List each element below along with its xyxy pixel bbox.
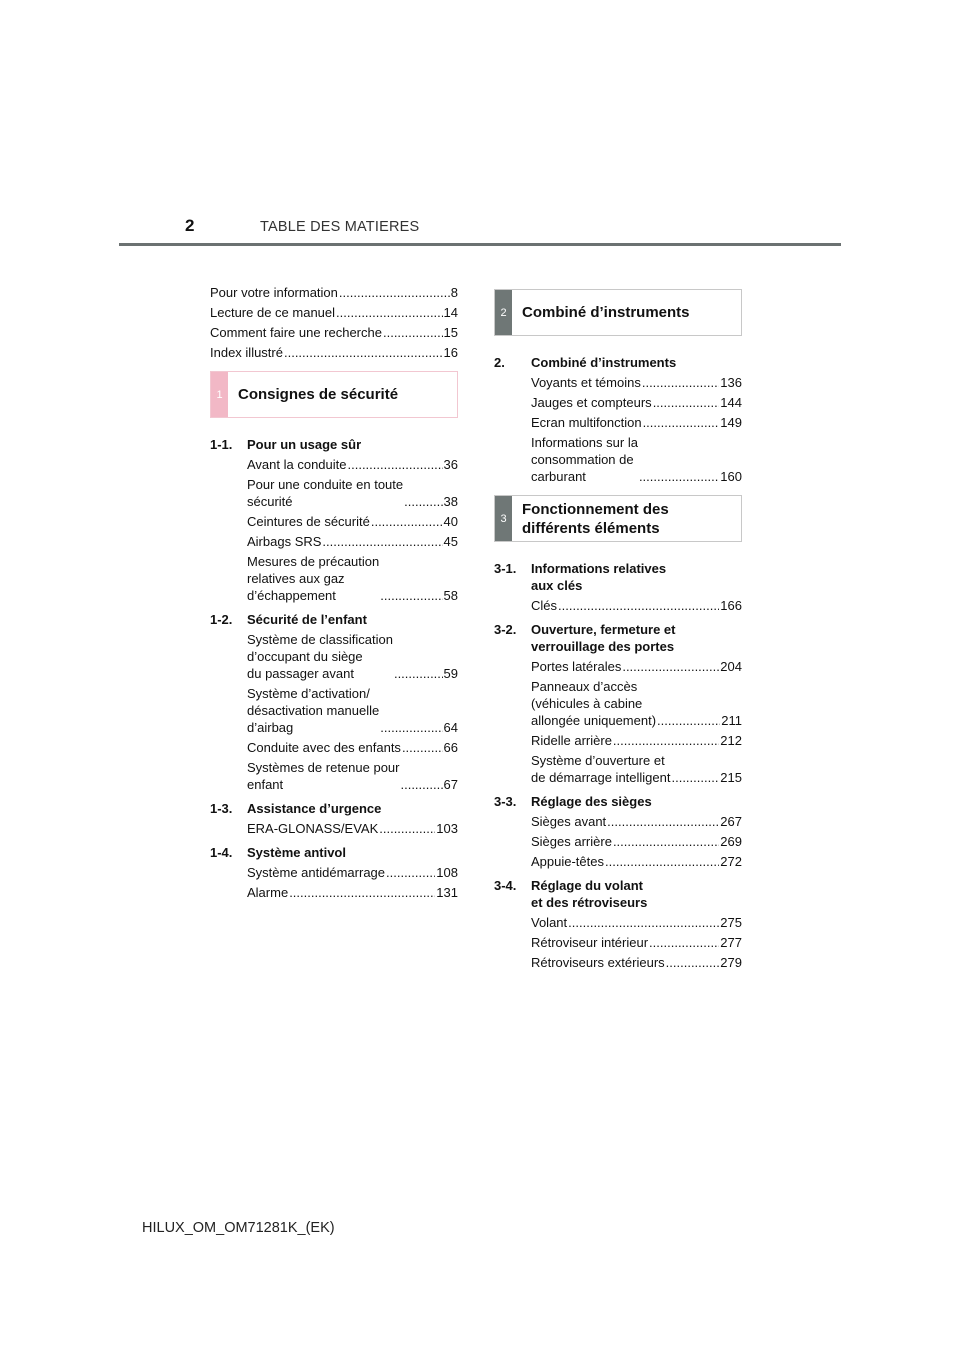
section-heading[interactable] <box>494 621 742 655</box>
section-number: 1-3. <box>210 801 233 816</box>
entry-label: Jauges et compteurs <box>531 395 652 410</box>
entry-page: 215 <box>720 770 742 785</box>
dot-leader <box>386 864 435 881</box>
entry-label: Ceintures de sécurité <box>247 514 370 529</box>
entry-label: Pour votre information <box>210 285 338 300</box>
entry-label: Sièges arrière <box>531 834 612 849</box>
entry-label: Voyants et témoins <box>531 375 641 390</box>
entry-label: Mesures de précaution relatives aux gaz d’échappement <box>247 554 380 603</box>
section-heading[interactable] <box>494 877 742 911</box>
toc-entry[interactable] <box>494 813 742 830</box>
toc-entry[interactable] <box>210 685 458 736</box>
left-column <box>210 284 458 904</box>
entry-label: Systèmes de retenue pour enfant <box>247 760 400 792</box>
dot-leader <box>336 304 443 321</box>
toc-entry[interactable] <box>494 394 742 411</box>
section-title: Assistance d’urgence <box>247 801 382 816</box>
section-title: Réglage du volant et des rétroviseurs <box>531 878 648 910</box>
section-title: Sécurité de l’enfant <box>247 612 367 627</box>
toc-entry[interactable] <box>494 752 742 786</box>
section-heading[interactable] <box>494 793 742 810</box>
dot-leader <box>348 456 443 473</box>
section-title: Combiné d’instruments <box>531 355 677 370</box>
dot-leader <box>657 712 720 729</box>
entry-page: 40 <box>443 514 458 529</box>
entry-page: 108 <box>436 865 458 880</box>
chapter-heading-box[interactable] <box>494 289 742 336</box>
section-number: 1-1. <box>210 437 233 452</box>
entry-label: Lecture de ce manuel <box>210 305 336 320</box>
entry-label: Conduite avec des enfants <box>247 740 401 755</box>
entry-page: 15 <box>443 325 458 340</box>
entry-page: 66 <box>443 740 458 755</box>
chapter-heading-box[interactable] <box>494 495 742 542</box>
document-code: HILUX_OM_OM71281K_(EK) <box>142 1220 335 1236</box>
section-heading[interactable] <box>494 560 742 594</box>
chapter-tab: 1 <box>211 372 228 417</box>
chapter-tab: 2 <box>495 290 512 335</box>
section-number: 3-4. <box>494 878 517 893</box>
toc-entry[interactable] <box>494 414 742 431</box>
entry-label: Portes latérales <box>531 659 622 674</box>
toc-entry[interactable] <box>494 954 742 971</box>
toc-entry[interactable] <box>494 914 742 931</box>
entry-page: 36 <box>443 457 458 472</box>
toc-entry[interactable] <box>210 739 458 756</box>
dot-leader <box>371 513 443 530</box>
entry-page: 38 <box>443 494 458 509</box>
toc-entry[interactable] <box>210 759 458 793</box>
toc-entry[interactable] <box>210 344 458 361</box>
entry-label: Alarme <box>247 885 289 900</box>
dot-leader <box>380 719 442 736</box>
section-heading[interactable] <box>210 844 458 861</box>
chapter-title: Consignes de sécurité <box>238 386 399 403</box>
entry-page: 149 <box>720 415 742 430</box>
toc-entry[interactable] <box>494 833 742 850</box>
intro-list <box>210 284 458 361</box>
dot-leader <box>383 324 443 341</box>
entry-page: 14 <box>443 305 458 320</box>
toc-entry[interactable] <box>494 678 742 729</box>
entry-label: Appuie-têtes <box>531 854 604 869</box>
toc-entry[interactable] <box>494 597 742 614</box>
entry-label: Airbags SRS <box>247 534 322 549</box>
entry-page: 269 <box>720 834 742 849</box>
entry-label: Sièges avant <box>531 814 607 829</box>
header-title: TABLE DES MATIERES <box>260 219 420 235</box>
dot-leader <box>622 658 719 675</box>
section-heading[interactable] <box>210 436 458 453</box>
section-number: 3-1. <box>494 561 517 576</box>
entry-label: Ridelle arrière <box>531 733 612 748</box>
entry-label: Index illustré <box>210 345 283 360</box>
entry-label: Panneaux d’accès (véhicules à cabine allongée uniquement) <box>531 679 657 728</box>
entry-page: 64 <box>443 720 458 735</box>
chapter-heading-box[interactable] <box>210 371 458 418</box>
toc-entry[interactable] <box>210 324 458 341</box>
dot-leader <box>666 954 720 971</box>
toc-entry[interactable] <box>494 434 742 485</box>
entry-label: Clés <box>531 598 558 613</box>
entry-page: 160 <box>720 469 742 484</box>
dot-leader <box>322 533 442 550</box>
section-heading[interactable] <box>210 611 458 628</box>
toc-entry[interactable] <box>210 553 458 604</box>
entry-label: Système d’activation/ désactivation manuelle d’airbag <box>247 686 380 735</box>
entry-page: 204 <box>720 659 742 674</box>
page-header <box>0 0 960 250</box>
entry-page: 166 <box>720 598 742 613</box>
dot-leader <box>284 344 443 361</box>
entry-label: ERA-GLONASS/EVAK <box>247 821 379 836</box>
toc-entry[interactable] <box>494 853 742 870</box>
toc-entry[interactable] <box>210 284 458 301</box>
toc-entry[interactable] <box>210 533 458 550</box>
section-number: 1-4. <box>210 845 233 860</box>
section-title: Système antivol <box>247 845 346 860</box>
toc-entry[interactable] <box>494 732 742 749</box>
section-title: Informations relatives aux clés <box>531 561 667 593</box>
dot-leader <box>558 597 719 614</box>
right-column <box>494 289 742 974</box>
entry-label: Ecran multifonction <box>531 415 642 430</box>
section-number: 3-2. <box>494 622 517 637</box>
dot-leader <box>639 468 719 485</box>
entry-page: 67 <box>443 777 458 792</box>
entry-page: 267 <box>720 814 742 829</box>
toc-entry[interactable] <box>210 884 458 901</box>
entry-page: 211 <box>721 713 742 728</box>
dot-leader <box>605 853 719 870</box>
chapter-tab: 3 <box>495 496 512 541</box>
dot-leader <box>402 739 443 756</box>
dot-leader <box>607 813 719 830</box>
toc-entry[interactable] <box>494 658 742 675</box>
toc-entry[interactable] <box>210 456 458 473</box>
section-title: Ouverture, fermeture et verrouillage des portes <box>531 622 676 654</box>
entry-page: 279 <box>720 955 742 970</box>
entry-page: 136 <box>720 375 742 390</box>
dot-leader <box>613 833 719 850</box>
entry-page: 212 <box>720 733 742 748</box>
dot-leader <box>379 820 435 837</box>
dot-leader <box>404 493 442 510</box>
chapter-2-block <box>494 289 742 485</box>
entry-page: 103 <box>436 821 458 836</box>
dot-leader <box>613 732 719 749</box>
entry-page: 8 <box>450 285 458 300</box>
entry-page: 272 <box>720 854 742 869</box>
entry-page: 45 <box>443 534 458 549</box>
entry-label: Informations sur la consommation de carburant <box>531 435 638 484</box>
entry-page: 59 <box>443 666 458 681</box>
dot-leader <box>339 284 450 301</box>
dot-leader <box>289 884 435 901</box>
section-heading[interactable] <box>494 354 742 371</box>
dot-leader <box>643 414 720 431</box>
chapter-title: Combiné d’instruments <box>522 304 690 321</box>
toc-entry[interactable] <box>210 476 458 510</box>
entry-page: 58 <box>443 588 458 603</box>
section-title: Pour un usage sûr <box>247 437 362 452</box>
toc-entry[interactable] <box>494 934 742 951</box>
dot-leader <box>380 587 442 604</box>
entry-label: Système de classification d’occupant du siège du passager avant <box>247 632 393 681</box>
toc-entry[interactable] <box>210 631 458 682</box>
entry-label: Système d’ouverture et de démarrage intelligent <box>531 753 671 785</box>
dot-leader <box>653 394 720 411</box>
dot-leader <box>642 374 719 391</box>
dot-leader <box>394 665 443 682</box>
entry-page: 16 <box>443 345 458 360</box>
section-number: 3-3. <box>494 794 517 809</box>
entry-page: 277 <box>720 935 742 950</box>
entry-page: 131 <box>436 885 458 900</box>
entry-label: Système antidémarrage <box>247 865 386 880</box>
entry-label: Rétroviseurs extérieurs <box>531 955 665 970</box>
dot-leader <box>568 914 719 931</box>
toc-entry[interactable] <box>210 864 458 881</box>
toc-entry[interactable] <box>210 304 458 321</box>
section-heading[interactable] <box>210 800 458 817</box>
section-number: 1-2. <box>210 612 233 627</box>
section-title: Réglage des sièges <box>531 794 652 809</box>
entry-label: Pour une conduite en toute sécurité <box>247 477 404 509</box>
chapter-title: Fonctionnement des différents éléments <box>522 500 669 537</box>
dot-leader <box>671 769 719 786</box>
entry-label: Avant la conduite <box>247 457 347 472</box>
dot-leader <box>400 776 442 793</box>
entry-label: Rétroviseur intérieur <box>531 935 649 950</box>
chapter-3-block <box>494 495 742 971</box>
toc-entry[interactable] <box>210 820 458 837</box>
entry-page: 144 <box>720 395 742 410</box>
entry-label: Comment faire une recherche <box>210 325 382 340</box>
section-number: 2. <box>494 355 505 370</box>
entry-page: 275 <box>720 915 742 930</box>
entry-label: Volant <box>531 915 568 930</box>
page-number: 2 <box>185 216 195 235</box>
toc-entry[interactable] <box>210 513 458 530</box>
chapter-1-block <box>210 371 458 901</box>
toc-entry[interactable] <box>494 374 742 391</box>
dot-leader <box>649 934 719 951</box>
header-divider <box>119 243 841 246</box>
